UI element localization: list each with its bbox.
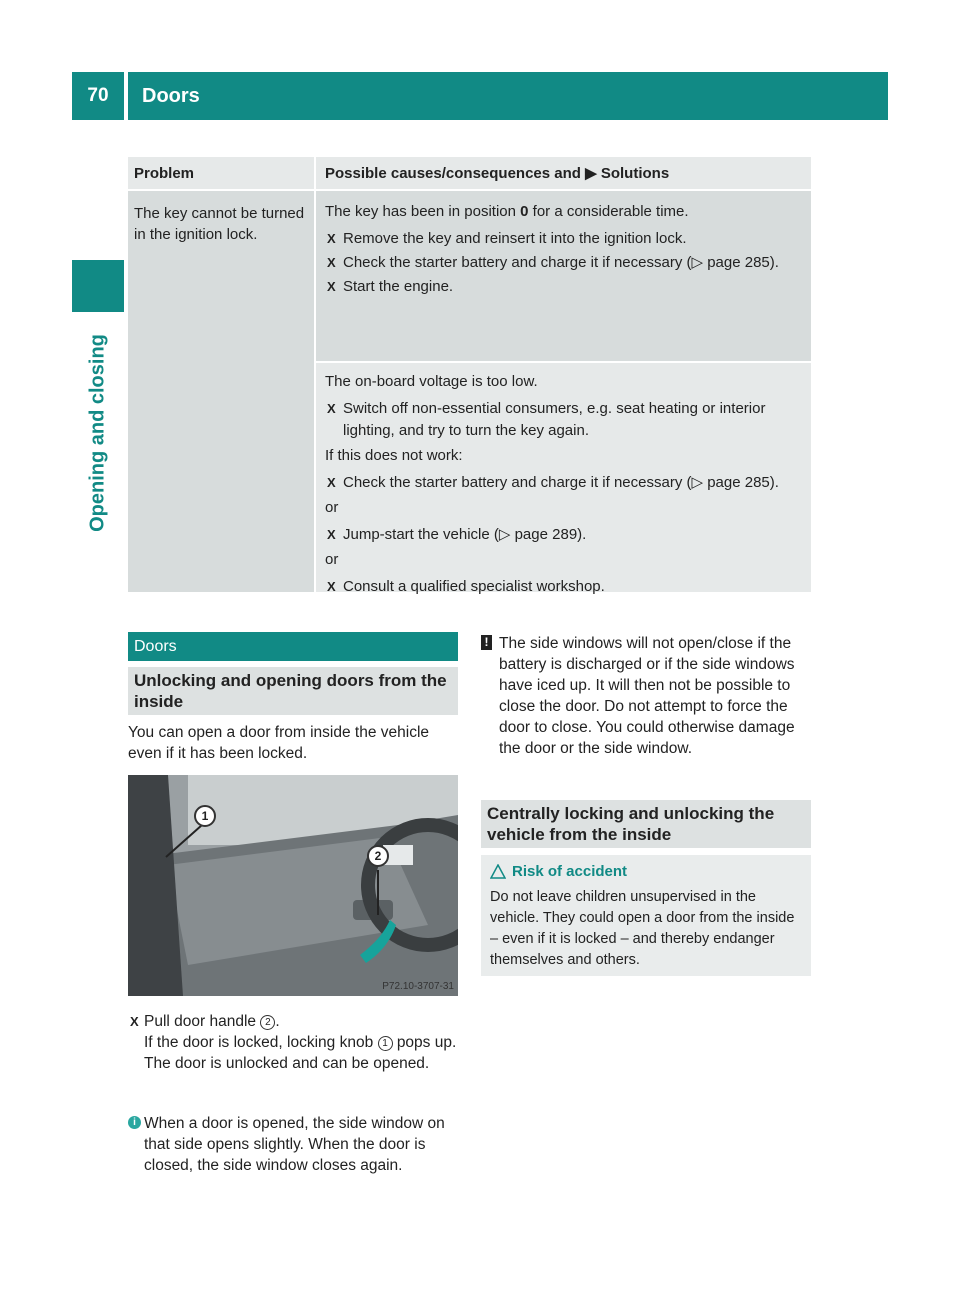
- section-title: Doors: [142, 85, 200, 107]
- cause-text: The on-board voltage is too low.: [325, 373, 538, 390]
- solution-step: [325, 276, 802, 298]
- info-note: [128, 1113, 460, 1176]
- exclamation-icon: !: [481, 635, 492, 650]
- step-text: Switch off non-essential consumers, e.g. seat heating or interior lighting, and try to turn the key again.: [343, 400, 766, 439]
- info-icon: i: [128, 1116, 141, 1129]
- instruction-step: [128, 1011, 460, 1074]
- or-text: or: [325, 499, 339, 516]
- step-text: Start the engine.: [343, 278, 454, 295]
- solutions-cell: [314, 191, 811, 595]
- section-heading: Doors: [128, 632, 458, 661]
- result-text-post: pops up. The door is unlocked and can be opened.: [144, 1034, 457, 1072]
- cause-text-post: for a considerable time.: [532, 203, 689, 220]
- step-arrow-icon: X: [327, 401, 336, 416]
- warning-heading: [490, 863, 802, 881]
- step-arrow-icon: X: [327, 475, 336, 490]
- warning-text: Do not leave children unsupervised in the vehicle. They could open a door from the inside – even if it is locked – and thereby endanger themselves and others.: [490, 889, 795, 968]
- step-arrow-icon: X: [327, 255, 336, 270]
- side-tab-label: Opening and closing: [86, 334, 109, 532]
- step-text: Remove the key and reinsert it into the ignition lock.: [343, 230, 687, 247]
- step-arrow-icon: X: [327, 231, 336, 246]
- caution-text: The side windows will not open/close if the battery is discharged or if the side windows have iced up. It will then not be possible to close the door. Do not attempt to force the door to close. You could otherwise damage the door or the side window.: [499, 635, 795, 757]
- solution-step: [325, 228, 802, 250]
- step-arrow-icon: X: [327, 579, 336, 594]
- solution-step: [325, 524, 802, 546]
- header-bar: [128, 72, 888, 120]
- table-header: [128, 157, 811, 191]
- solution-step: [325, 472, 802, 494]
- step-result: [144, 1032, 460, 1074]
- door-illustration: [128, 775, 458, 996]
- image-code: P72.10-3707-31: [382, 981, 454, 992]
- page-number: 70: [72, 72, 124, 120]
- step-arrow-icon: X: [130, 1014, 139, 1029]
- key-position: 0: [520, 203, 529, 220]
- step-text: Check the starter battery and charge it if necessary (▷ page 285).: [343, 254, 779, 271]
- problem-cell: The key cannot be turned in the ignition lock.: [128, 191, 314, 592]
- cause-block-1: [316, 191, 811, 363]
- cause-text: [325, 202, 802, 222]
- intro-text: You can open a door from inside the vehicle even if it has been locked.: [128, 724, 430, 762]
- side-tab-marker: [72, 260, 124, 312]
- info-text: When a door is opened, the side window on that side opens slightly. When the door is closed, the side window closes again.: [144, 1115, 445, 1174]
- step-arrow-icon: X: [327, 279, 336, 294]
- result-text-pre: If the door is locked, locking knob: [144, 1034, 374, 1051]
- or-text: or: [325, 551, 339, 568]
- solution-step: [325, 398, 802, 442]
- col-solutions-header-suffix: Solutions: [600, 165, 670, 182]
- warning-triangle-icon: [490, 864, 506, 879]
- step-text: Check the starter battery and charge it if necessary (▷ page 285).: [343, 474, 779, 491]
- caution-note: [481, 633, 813, 759]
- door-illustration-graphic: [128, 775, 458, 996]
- callout-2: 2: [367, 845, 389, 867]
- callout-ref: 2: [260, 1015, 275, 1030]
- subsection-heading: Unlocking and opening doors from the inside: [128, 667, 458, 715]
- arrow-icon: ▶: [585, 165, 597, 182]
- cause-text-pre: The key has been in position: [325, 203, 516, 220]
- col-problem-header: Problem: [134, 165, 195, 182]
- step-text-post: .: [275, 1013, 280, 1030]
- subsection-heading: Centrally locking and unlocking the vehicle from the inside: [481, 800, 811, 848]
- table-row: [128, 191, 811, 595]
- warning-title: Risk of accident: [512, 863, 628, 880]
- callout-1: 1: [194, 805, 216, 827]
- if-not-text: If this does not work:: [325, 447, 463, 464]
- col-solutions-header-text: Possible causes/consequences and: [325, 165, 581, 182]
- warning-box: [481, 855, 811, 976]
- solution-step: [325, 576, 802, 598]
- step-text-pre: Pull door handle: [144, 1013, 257, 1030]
- callout-ref: 1: [378, 1036, 393, 1051]
- cause-block-2: [316, 363, 811, 595]
- step-text: Consult a qualified specialist workshop.: [343, 578, 605, 595]
- troubleshooting-table: [128, 157, 811, 595]
- step-text: Jump-start the vehicle (▷ page 289).: [343, 526, 587, 543]
- step-arrow-icon: X: [327, 527, 336, 542]
- col-solutions-header: [314, 157, 811, 189]
- side-tab: [72, 318, 124, 548]
- solution-step: [325, 252, 802, 274]
